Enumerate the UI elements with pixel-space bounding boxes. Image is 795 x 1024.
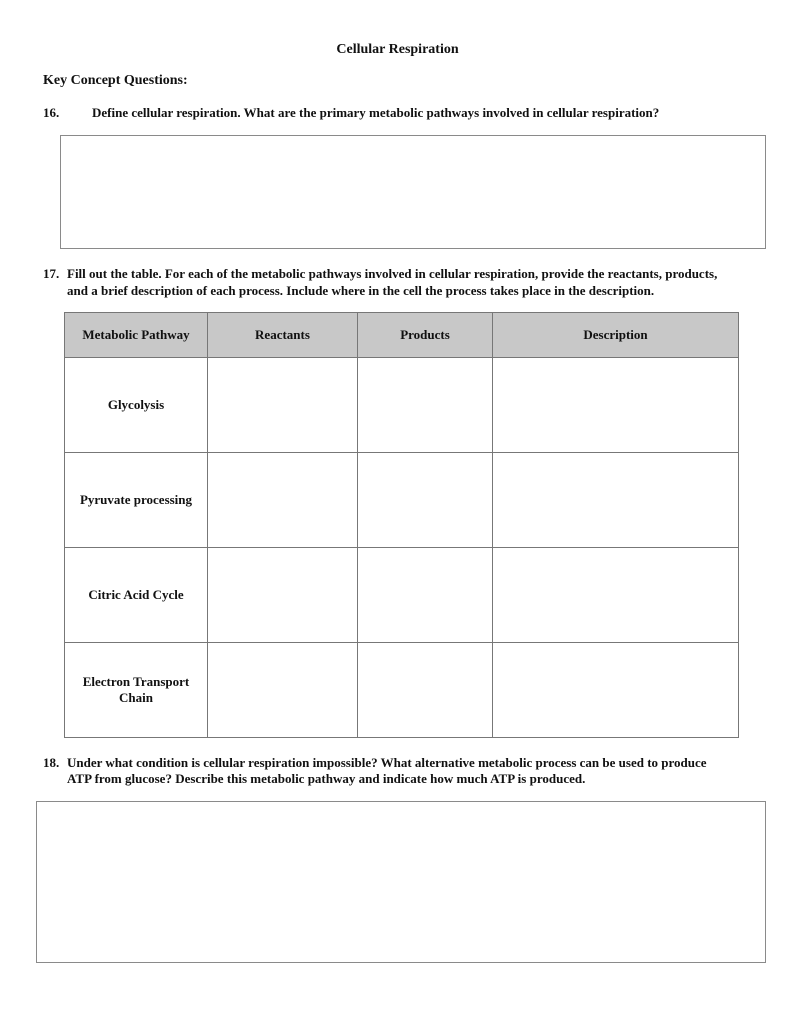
pathway-name: Electron Transport Chain <box>65 643 208 738</box>
q17-text-line1: Fill out the table. For each of the metabolic pathways involved in cellular respiration, provide the reactants, products, <box>67 266 718 281</box>
products-cell[interactable] <box>358 643 493 738</box>
description-cell[interactable] <box>493 358 739 453</box>
reactants-cell[interactable] <box>208 358 358 453</box>
products-cell[interactable] <box>358 453 493 548</box>
q17-text-line2: and a brief description of each process. Include where in the cell the process takes place in the description. <box>67 283 655 298</box>
table-row <box>65 548 739 643</box>
header-description: Description <box>493 313 739 358</box>
q17-number: 17. <box>43 266 60 281</box>
table-header-row <box>65 313 739 358</box>
q18-answer-box[interactable] <box>36 801 766 963</box>
products-cell[interactable] <box>358 548 493 643</box>
description-cell[interactable] <box>493 643 739 738</box>
description-cell[interactable] <box>493 548 739 643</box>
reactants-cell[interactable] <box>208 548 358 643</box>
reactants-cell[interactable] <box>208 643 358 738</box>
header-metabolic-pathway: Metabolic Pathway <box>65 313 208 358</box>
table-row <box>65 358 739 453</box>
q16-number: 16. <box>43 105 60 120</box>
q16-text: Define cellular respiration. What are the primary metabolic pathways involved in cellular respiration? <box>92 105 660 120</box>
q18-number: 18. <box>43 755 60 770</box>
page-title: Cellular Respiration <box>336 42 459 57</box>
pathway-name: Pyruvate processing <box>65 453 208 548</box>
header-products: Products <box>358 313 493 358</box>
q16-answer-box[interactable] <box>60 135 766 249</box>
reactants-cell[interactable] <box>208 453 358 548</box>
products-cell[interactable] <box>358 358 493 453</box>
pathway-name: Citric Acid Cycle <box>65 548 208 643</box>
table-row <box>65 453 739 548</box>
pathway-name: Glycolysis <box>65 358 208 453</box>
q18-text-line2: ATP from glucose? Describe this metabolic pathway and indicate how much ATP is produced. <box>67 771 586 786</box>
table-row <box>65 643 739 738</box>
q18-text-line1: Under what condition is cellular respiration impossible? What alternative metabolic process can be used to produce <box>67 755 707 770</box>
metabolic-pathway-table <box>64 312 739 738</box>
description-cell[interactable] <box>493 453 739 548</box>
section-heading: Key Concept Questions: <box>43 73 188 88</box>
header-reactants: Reactants <box>208 313 358 358</box>
